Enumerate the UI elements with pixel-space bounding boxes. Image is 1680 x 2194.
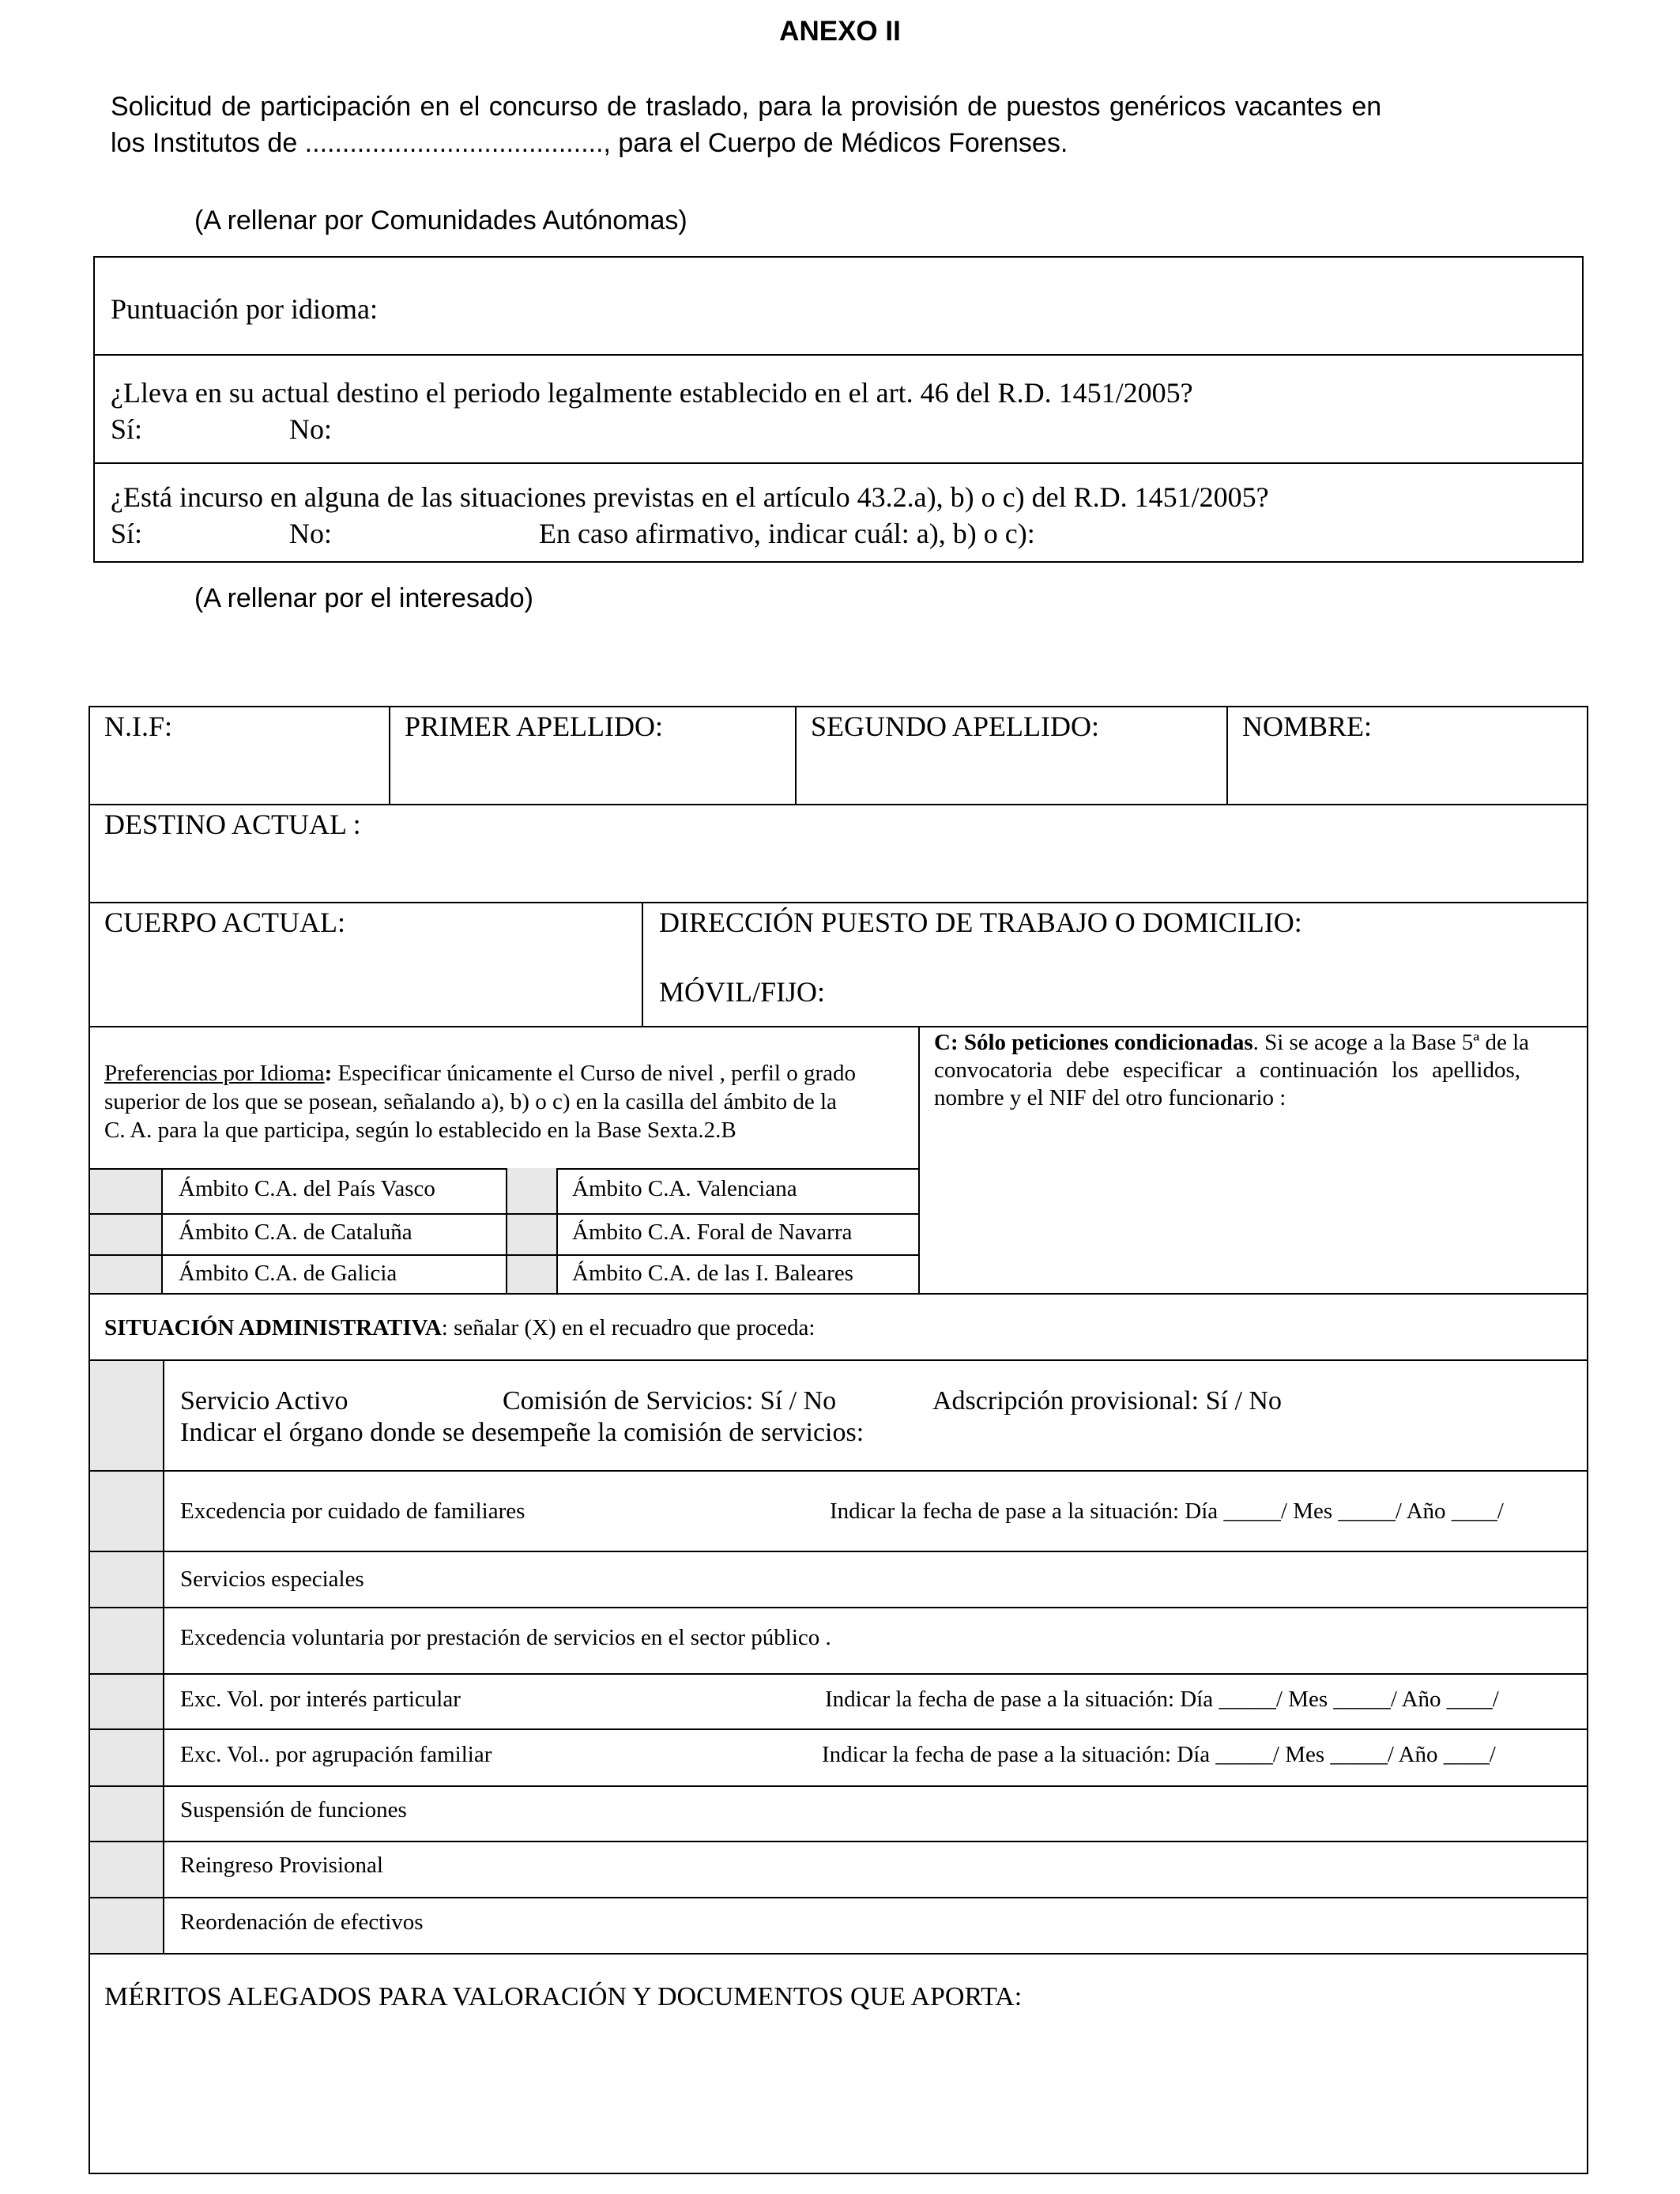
checkbox-servicios-especiales[interactable] bbox=[90, 1552, 163, 1607]
primer-apellido-field[interactable]: PRIMER APELLIDO: bbox=[405, 711, 664, 742]
reingreso-provisional-label: Reingreso Provisional bbox=[180, 1853, 383, 1878]
excedencia-cuidado-label: Excedencia por cuidado de familiares bbox=[180, 1498, 525, 1524]
peticiones-condicionadas-text[interactable]: C: Sólo peticiones condicionadas. Si se acoge a la Base 5ª de la convocatoria debe especificar a continuación los apellidos, nombre y el NIF del otro funcionario : bbox=[934, 1030, 1530, 1110]
intro-text-line1: Solicitud de participación en el concurso de traslado, para la provisión de puestos genéricos vacantes en bbox=[111, 92, 1382, 122]
preferencias-idioma-text: Preferencias por Idioma: Especificar únicamente el Curso de nivel , perfil o grado superior de los que se posean, señalando a), b) o c) en la casilla del ámbito de la C. A. para la que participa, según lo establecido en la Base Sexta.2.B bbox=[104, 1061, 857, 1143]
movil-fijo-field[interactable]: MÓVIL/FIJO: bbox=[659, 976, 826, 1008]
excedencia-voluntaria-label: Excedencia voluntaria por prestación de servicios en el sector público . bbox=[180, 1625, 831, 1650]
ambito-label-galicia: Ámbito C.A. de Galicia bbox=[179, 1261, 397, 1286]
servicios-especiales-label: Servicios especiales bbox=[180, 1566, 364, 1592]
ambito-checkbox-baleares[interactable] bbox=[507, 1256, 556, 1293]
question-periodo-legal: ¿Lleva en su actual destino el periodo legalmente establecido en el art. 46 del R.D. 1451/2005? bbox=[111, 377, 1193, 409]
suspension-funciones-label: Suspensión de funciones bbox=[180, 1797, 407, 1823]
direccion-field[interactable]: DIRECCIÓN PUESTO DE TRABAJO O DOMICILIO: bbox=[659, 907, 1302, 938]
ambito-label-pais-vasco: Ámbito C.A. del País Vasco bbox=[179, 1176, 435, 1201]
checkbox-excedencia-voluntaria[interactable] bbox=[90, 1608, 163, 1673]
puntuacion-idioma-label: Puntuación por idioma: bbox=[111, 293, 378, 325]
ambito-checkbox-navarra[interactable] bbox=[507, 1215, 556, 1254]
ambito-checkbox-pais-vasco[interactable] bbox=[90, 1170, 163, 1213]
checkbox-exc-agrupacion[interactable] bbox=[90, 1730, 163, 1785]
nombre-field[interactable]: NOMBRE: bbox=[1242, 711, 1373, 742]
servicio-activo-label: Servicio Activo bbox=[180, 1386, 348, 1416]
segundo-apellido-field[interactable]: SEGUNDO APELLIDO: bbox=[811, 711, 1099, 742]
ambito-label-baleares: Ámbito C.A. de las I. Baleares bbox=[572, 1261, 853, 1286]
fill-by-interesado-note: (A rellenar por el interesado) bbox=[194, 583, 534, 613]
checkbox-reingreso[interactable] bbox=[90, 1842, 163, 1897]
ambito-checkbox-galicia[interactable] bbox=[90, 1256, 163, 1293]
comision-servicios-label: Comisión de Servicios: Sí / No bbox=[503, 1386, 837, 1416]
q2-si-label: Sí: bbox=[111, 518, 143, 549]
situacion-administrativa-heading: SITUACIÓN ADMINISTRATIVA: señalar (X) en el recuadro que proceda: bbox=[104, 1315, 816, 1340]
fill-by-ccaa-note: (A rellenar por Comunidades Autónomas) bbox=[194, 205, 687, 236]
ambito-label-cataluna: Ámbito C.A. de Cataluña bbox=[179, 1220, 412, 1245]
destino-actual-field[interactable]: DESTINO ACTUAL : bbox=[104, 809, 361, 840]
meritos-alegados-field[interactable]: MÉRITOS ALEGADOS PARA VALORACIÓN Y DOCUMENTOS QUE APORTA: bbox=[104, 1982, 1023, 2011]
checkbox-excedencia-cuidado[interactable] bbox=[90, 1472, 163, 1551]
fecha-pase-interes[interactable]: Indicar la fecha de pase a la situación: Día _____/ Mes _____/ Año ____/ bbox=[825, 1687, 1499, 1712]
q2-afirmativo-label: En caso afirmativo, indicar cuál: a), b) o c): bbox=[539, 518, 1035, 549]
ambito-label-valenciana: Ámbito C.A. Valenciana bbox=[572, 1176, 797, 1201]
adscripcion-provisional-label: Adscripción provisional: Sí / No bbox=[932, 1386, 1282, 1416]
checkbox-exc-interes[interactable] bbox=[90, 1675, 163, 1728]
ambito-label-navarra: Ámbito C.A. Foral de Navarra bbox=[572, 1220, 853, 1245]
checkbox-reordenacion[interactable] bbox=[90, 1898, 163, 1953]
reordenacion-efectivos-label: Reordenación de efectivos bbox=[180, 1909, 424, 1935]
q1-no-label: No: bbox=[289, 413, 332, 445]
page-title: ANEXO II bbox=[779, 16, 901, 47]
question-situaciones-previstas: ¿Está incurso en alguna de las situaciones previstas en el artículo 43.2.a), b) o c) del R.D. 1451/2005? bbox=[111, 481, 1269, 513]
ambito-checkbox-cataluna[interactable] bbox=[90, 1215, 163, 1254]
fecha-pase-agrupacion[interactable]: Indicar la fecha de pase a la situación: Día _____/ Mes _____/ Año ____/ bbox=[822, 1742, 1496, 1767]
checkbox-servicio-activo[interactable] bbox=[90, 1361, 163, 1470]
indicar-organo-label: Indicar el órgano donde se desempeñe la comisión de servicios: bbox=[180, 1418, 864, 1447]
exc-agrupacion-label: Exc. Vol.. por agrupación familiar bbox=[180, 1742, 492, 1767]
intro-text-line2: los Institutos de ........................................, para el Cuerpo de Médicos Forenses. bbox=[111, 128, 1068, 158]
nif-field[interactable]: N.I.F: bbox=[104, 711, 173, 742]
exc-interes-label: Exc. Vol. por interés particular bbox=[180, 1687, 461, 1712]
checkbox-suspension[interactable] bbox=[90, 1787, 163, 1841]
cuerpo-actual-field[interactable]: CUERPO ACTUAL: bbox=[104, 907, 346, 938]
q2-no-label: No: bbox=[289, 518, 332, 549]
q1-si-label: Sí: bbox=[111, 413, 143, 445]
ambito-checkbox-valenciana[interactable] bbox=[507, 1170, 556, 1213]
fecha-pase-cuidado[interactable]: Indicar la fecha de pase a la situación: Día _____/ Mes _____/ Año ____/ bbox=[830, 1498, 1504, 1524]
